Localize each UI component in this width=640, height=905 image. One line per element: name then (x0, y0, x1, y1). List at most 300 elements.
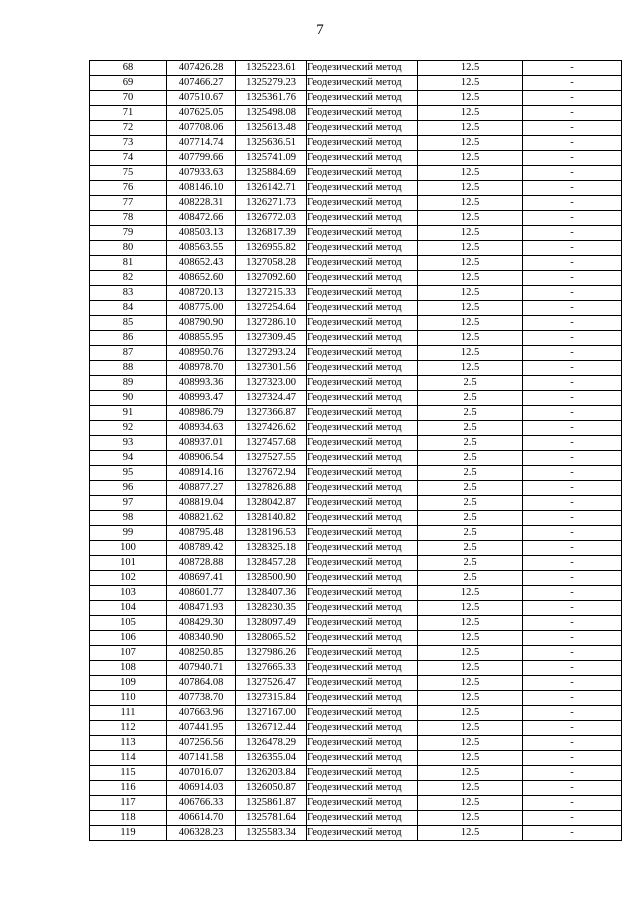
y-coordinate-cell: 1326817.39 (236, 226, 307, 241)
accuracy-cell: 12.5 (418, 736, 523, 751)
note-cell: - (523, 751, 622, 766)
table-row (90, 661, 622, 676)
y-coordinate-cell: 1326271.73 (236, 196, 307, 211)
point-number-cell: 100 (90, 541, 167, 556)
method-cell: Геодезический метод (307, 256, 418, 271)
table-row (90, 286, 622, 301)
point-number-cell: 103 (90, 586, 167, 601)
x-coordinate-cell: 408914.16 (167, 466, 236, 481)
point-number-cell: 88 (90, 361, 167, 376)
point-number-cell: 75 (90, 166, 167, 181)
method-cell: Геодезический метод (307, 541, 418, 556)
table-row (90, 811, 622, 826)
table-row (90, 736, 622, 751)
x-coordinate-cell: 408986.79 (167, 406, 236, 421)
note-cell: - (523, 826, 622, 841)
accuracy-cell: 12.5 (418, 211, 523, 226)
point-number-cell: 71 (90, 106, 167, 121)
accuracy-cell: 12.5 (418, 766, 523, 781)
accuracy-cell: 12.5 (418, 631, 523, 646)
y-coordinate-cell: 1325361.76 (236, 91, 307, 106)
point-number-cell: 107 (90, 646, 167, 661)
table-row (90, 676, 622, 691)
point-number-cell: 89 (90, 376, 167, 391)
method-cell: Геодезический метод (307, 691, 418, 706)
x-coordinate-cell: 407141.58 (167, 751, 236, 766)
method-cell: Геодезический метод (307, 61, 418, 76)
note-cell: - (523, 181, 622, 196)
accuracy-cell: 12.5 (418, 271, 523, 286)
accuracy-cell: 2.5 (418, 496, 523, 511)
accuracy-cell: 12.5 (418, 151, 523, 166)
y-coordinate-cell: 1327526.47 (236, 676, 307, 691)
y-coordinate-cell: 1326203.84 (236, 766, 307, 781)
accuracy-cell: 2.5 (418, 526, 523, 541)
accuracy-cell: 12.5 (418, 346, 523, 361)
point-number-cell: 70 (90, 91, 167, 106)
note-cell: - (523, 406, 622, 421)
point-number-cell: 81 (90, 256, 167, 271)
accuracy-cell: 12.5 (418, 76, 523, 91)
point-number-cell: 78 (90, 211, 167, 226)
table-row (90, 481, 622, 496)
method-cell: Геодезический метод (307, 586, 418, 601)
point-number-cell: 101 (90, 556, 167, 571)
point-number-cell: 116 (90, 781, 167, 796)
method-cell: Геодезический метод (307, 811, 418, 826)
table-row (90, 436, 622, 451)
table-row (90, 616, 622, 631)
note-cell: - (523, 316, 622, 331)
note-cell: - (523, 526, 622, 541)
y-coordinate-cell: 1328065.52 (236, 631, 307, 646)
x-coordinate-cell: 408821.62 (167, 511, 236, 526)
y-coordinate-cell: 1327058.28 (236, 256, 307, 271)
note-cell: - (523, 496, 622, 511)
point-number-cell: 80 (90, 241, 167, 256)
point-number-cell: 77 (90, 196, 167, 211)
y-coordinate-cell: 1326955.82 (236, 241, 307, 256)
method-cell: Геодезический метод (307, 196, 418, 211)
table-row (90, 526, 622, 541)
table-row (90, 706, 622, 721)
point-number-cell: 95 (90, 466, 167, 481)
x-coordinate-cell: 407510.67 (167, 91, 236, 106)
accuracy-cell: 12.5 (418, 241, 523, 256)
point-number-cell: 110 (90, 691, 167, 706)
x-coordinate-cell: 407940.71 (167, 661, 236, 676)
method-cell: Геодезический метод (307, 766, 418, 781)
note-cell: - (523, 331, 622, 346)
accuracy-cell: 12.5 (418, 316, 523, 331)
point-number-cell: 93 (90, 436, 167, 451)
accuracy-cell: 12.5 (418, 676, 523, 691)
point-number-cell: 87 (90, 346, 167, 361)
method-cell: Геодезический метод (307, 106, 418, 121)
table-row (90, 316, 622, 331)
point-number-cell: 74 (90, 151, 167, 166)
method-cell: Геодезический метод (307, 781, 418, 796)
table-row (90, 451, 622, 466)
x-coordinate-cell: 407441.95 (167, 721, 236, 736)
accuracy-cell: 2.5 (418, 556, 523, 571)
point-number-cell: 72 (90, 121, 167, 136)
note-cell: - (523, 226, 622, 241)
y-coordinate-cell: 1327527.55 (236, 451, 307, 466)
y-coordinate-cell: 1325741.09 (236, 151, 307, 166)
y-coordinate-cell: 1325498.08 (236, 106, 307, 121)
table-row (90, 346, 622, 361)
note-cell: - (523, 241, 622, 256)
note-cell: - (523, 781, 622, 796)
accuracy-cell: 12.5 (418, 646, 523, 661)
note-cell: - (523, 91, 622, 106)
method-cell: Геодезический метод (307, 601, 418, 616)
method-cell: Геодезический метод (307, 181, 418, 196)
method-cell: Геодезический метод (307, 226, 418, 241)
method-cell: Геодезический метод (307, 391, 418, 406)
note-cell: - (523, 376, 622, 391)
table-row (90, 271, 622, 286)
y-coordinate-cell: 1325781.64 (236, 811, 307, 826)
table-row (90, 496, 622, 511)
table-row (90, 466, 622, 481)
accuracy-cell: 12.5 (418, 226, 523, 241)
table-row (90, 151, 622, 166)
note-cell: - (523, 796, 622, 811)
table-row (90, 691, 622, 706)
x-coordinate-cell: 407256.56 (167, 736, 236, 751)
note-cell: - (523, 466, 622, 481)
note-cell: - (523, 556, 622, 571)
accuracy-cell: 12.5 (418, 706, 523, 721)
method-cell: Геодезический метод (307, 286, 418, 301)
x-coordinate-cell: 408472.66 (167, 211, 236, 226)
note-cell: - (523, 166, 622, 181)
note-cell: - (523, 61, 622, 76)
table-row (90, 376, 622, 391)
method-cell: Геодезический метод (307, 166, 418, 181)
point-number-cell: 105 (90, 616, 167, 631)
table-row (90, 361, 622, 376)
method-cell: Геодезический метод (307, 751, 418, 766)
note-cell: - (523, 436, 622, 451)
note-cell: - (523, 571, 622, 586)
accuracy-cell: 2.5 (418, 466, 523, 481)
table-row (90, 256, 622, 271)
method-cell: Геодезический метод (307, 616, 418, 631)
method-cell: Геодезический метод (307, 631, 418, 646)
accuracy-cell: 12.5 (418, 601, 523, 616)
method-cell: Геодезический метод (307, 301, 418, 316)
y-coordinate-cell: 1328097.49 (236, 616, 307, 631)
x-coordinate-cell: 408978.70 (167, 361, 236, 376)
table-row (90, 586, 622, 601)
x-coordinate-cell: 408789.42 (167, 541, 236, 556)
point-number-cell: 112 (90, 721, 167, 736)
y-coordinate-cell: 1325861.87 (236, 796, 307, 811)
accuracy-cell: 12.5 (418, 781, 523, 796)
accuracy-cell: 2.5 (418, 421, 523, 436)
table-row (90, 601, 622, 616)
method-cell: Геодезический метод (307, 481, 418, 496)
x-coordinate-cell: 408652.43 (167, 256, 236, 271)
table-row (90, 181, 622, 196)
x-coordinate-cell: 408503.13 (167, 226, 236, 241)
point-number-cell: 115 (90, 766, 167, 781)
accuracy-cell: 2.5 (418, 451, 523, 466)
accuracy-cell: 2.5 (418, 406, 523, 421)
accuracy-cell: 12.5 (418, 361, 523, 376)
note-cell: - (523, 196, 622, 211)
table-row (90, 781, 622, 796)
note-cell: - (523, 421, 622, 436)
method-cell: Геодезический метод (307, 151, 418, 166)
x-coordinate-cell: 407426.28 (167, 61, 236, 76)
note-cell: - (523, 631, 622, 646)
table-row (90, 301, 622, 316)
y-coordinate-cell: 1327167.00 (236, 706, 307, 721)
y-coordinate-cell: 1326050.87 (236, 781, 307, 796)
point-number-cell: 99 (90, 526, 167, 541)
x-coordinate-cell: 408775.00 (167, 301, 236, 316)
method-cell: Геодезический метод (307, 211, 418, 226)
point-number-cell: 79 (90, 226, 167, 241)
y-coordinate-cell: 1328407.36 (236, 586, 307, 601)
method-cell: Геодезический метод (307, 316, 418, 331)
note-cell: - (523, 106, 622, 121)
method-cell: Геодезический метод (307, 796, 418, 811)
table-row (90, 571, 622, 586)
method-cell: Геодезический метод (307, 526, 418, 541)
y-coordinate-cell: 1328500.90 (236, 571, 307, 586)
method-cell: Геодезический метод (307, 436, 418, 451)
table-row (90, 751, 622, 766)
x-coordinate-cell: 408720.13 (167, 286, 236, 301)
accuracy-cell: 12.5 (418, 196, 523, 211)
accuracy-cell: 12.5 (418, 181, 523, 196)
note-cell: - (523, 361, 622, 376)
method-cell: Геодезический метод (307, 91, 418, 106)
note-cell: - (523, 811, 622, 826)
y-coordinate-cell: 1327665.33 (236, 661, 307, 676)
x-coordinate-cell: 408697.41 (167, 571, 236, 586)
y-coordinate-cell: 1326355.04 (236, 751, 307, 766)
note-cell: - (523, 646, 622, 661)
y-coordinate-cell: 1328457.28 (236, 556, 307, 571)
accuracy-cell: 12.5 (418, 121, 523, 136)
x-coordinate-cell: 408250.85 (167, 646, 236, 661)
accuracy-cell: 2.5 (418, 376, 523, 391)
point-number-cell: 82 (90, 271, 167, 286)
y-coordinate-cell: 1327323.00 (236, 376, 307, 391)
table-row (90, 391, 622, 406)
table-row (90, 121, 622, 136)
method-cell: Геодезический метод (307, 346, 418, 361)
note-cell: - (523, 676, 622, 691)
accuracy-cell: 12.5 (418, 616, 523, 631)
point-number-cell: 94 (90, 451, 167, 466)
x-coordinate-cell: 407663.96 (167, 706, 236, 721)
point-number-cell: 92 (90, 421, 167, 436)
accuracy-cell: 12.5 (418, 91, 523, 106)
table-row (90, 136, 622, 151)
method-cell: Геодезический метод (307, 451, 418, 466)
note-cell: - (523, 301, 622, 316)
point-number-cell: 91 (90, 406, 167, 421)
point-number-cell: 102 (90, 571, 167, 586)
point-number-cell: 68 (90, 61, 167, 76)
y-coordinate-cell: 1327457.68 (236, 436, 307, 451)
x-coordinate-cell: 406766.33 (167, 796, 236, 811)
note-cell: - (523, 706, 622, 721)
point-number-cell: 106 (90, 631, 167, 646)
point-number-cell: 108 (90, 661, 167, 676)
method-cell: Геодезический метод (307, 646, 418, 661)
y-coordinate-cell: 1325583.34 (236, 826, 307, 841)
accuracy-cell: 12.5 (418, 301, 523, 316)
x-coordinate-cell: 408429.30 (167, 616, 236, 631)
y-coordinate-cell: 1325279.23 (236, 76, 307, 91)
point-number-cell: 85 (90, 316, 167, 331)
method-cell: Геодезический метод (307, 826, 418, 841)
y-coordinate-cell: 1327315.84 (236, 691, 307, 706)
note-cell: - (523, 601, 622, 616)
table-row (90, 541, 622, 556)
point-number-cell: 90 (90, 391, 167, 406)
x-coordinate-cell: 406914.03 (167, 781, 236, 796)
note-cell: - (523, 151, 622, 166)
accuracy-cell: 2.5 (418, 481, 523, 496)
table-row (90, 166, 622, 181)
x-coordinate-cell: 408877.27 (167, 481, 236, 496)
y-coordinate-cell: 1327286.10 (236, 316, 307, 331)
point-number-cell: 109 (90, 676, 167, 691)
point-number-cell: 86 (90, 331, 167, 346)
x-coordinate-cell: 408146.10 (167, 181, 236, 196)
accuracy-cell: 2.5 (418, 391, 523, 406)
method-cell: Геодезический метод (307, 361, 418, 376)
accuracy-cell: 12.5 (418, 136, 523, 151)
x-coordinate-cell: 406614.70 (167, 811, 236, 826)
x-coordinate-cell: 407738.70 (167, 691, 236, 706)
method-cell: Геодезический метод (307, 376, 418, 391)
accuracy-cell: 12.5 (418, 286, 523, 301)
note-cell: - (523, 766, 622, 781)
x-coordinate-cell: 407625.05 (167, 106, 236, 121)
method-cell: Геодезический метод (307, 76, 418, 91)
y-coordinate-cell: 1326478.29 (236, 736, 307, 751)
accuracy-cell: 2.5 (418, 511, 523, 526)
note-cell: - (523, 541, 622, 556)
table-row (90, 61, 622, 76)
table-row (90, 721, 622, 736)
accuracy-cell: 12.5 (418, 796, 523, 811)
point-number-cell: 118 (90, 811, 167, 826)
point-number-cell: 76 (90, 181, 167, 196)
y-coordinate-cell: 1327826.88 (236, 481, 307, 496)
note-cell: - (523, 691, 622, 706)
x-coordinate-cell: 408728.88 (167, 556, 236, 571)
method-cell: Геодезический метод (307, 136, 418, 151)
coordinates-table (89, 60, 622, 841)
method-cell: Геодезический метод (307, 661, 418, 676)
table-row (90, 106, 622, 121)
x-coordinate-cell: 408652.60 (167, 271, 236, 286)
y-coordinate-cell: 1328230.35 (236, 601, 307, 616)
y-coordinate-cell: 1325884.69 (236, 166, 307, 181)
y-coordinate-cell: 1325613.48 (236, 121, 307, 136)
x-coordinate-cell: 406328.23 (167, 826, 236, 841)
x-coordinate-cell: 407466.27 (167, 76, 236, 91)
note-cell: - (523, 391, 622, 406)
y-coordinate-cell: 1327309.45 (236, 331, 307, 346)
note-cell: - (523, 616, 622, 631)
accuracy-cell: 2.5 (418, 436, 523, 451)
accuracy-cell: 2.5 (418, 541, 523, 556)
table-row (90, 766, 622, 781)
x-coordinate-cell: 408340.90 (167, 631, 236, 646)
y-coordinate-cell: 1326772.03 (236, 211, 307, 226)
accuracy-cell: 12.5 (418, 256, 523, 271)
point-number-cell: 98 (90, 511, 167, 526)
x-coordinate-cell: 408795.48 (167, 526, 236, 541)
accuracy-cell: 12.5 (418, 721, 523, 736)
accuracy-cell: 12.5 (418, 661, 523, 676)
accuracy-cell: 12.5 (418, 811, 523, 826)
coordinates-table-body (90, 61, 622, 841)
table-row (90, 211, 622, 226)
note-cell: - (523, 586, 622, 601)
table-row (90, 226, 622, 241)
note-cell: - (523, 256, 622, 271)
method-cell: Геодезический метод (307, 271, 418, 286)
method-cell: Геодезический метод (307, 406, 418, 421)
y-coordinate-cell: 1327293.24 (236, 346, 307, 361)
x-coordinate-cell: 407799.66 (167, 151, 236, 166)
x-coordinate-cell: 407864.08 (167, 676, 236, 691)
table-row (90, 556, 622, 571)
x-coordinate-cell: 408819.04 (167, 496, 236, 511)
note-cell: - (523, 721, 622, 736)
y-coordinate-cell: 1327092.60 (236, 271, 307, 286)
accuracy-cell: 2.5 (418, 571, 523, 586)
note-cell: - (523, 76, 622, 91)
method-cell: Геодезический метод (307, 511, 418, 526)
accuracy-cell: 12.5 (418, 691, 523, 706)
accuracy-cell: 12.5 (418, 751, 523, 766)
table-row (90, 76, 622, 91)
method-cell: Геодезический метод (307, 736, 418, 751)
method-cell: Геодезический метод (307, 571, 418, 586)
x-coordinate-cell: 408471.93 (167, 601, 236, 616)
note-cell: - (523, 286, 622, 301)
x-coordinate-cell: 408601.77 (167, 586, 236, 601)
y-coordinate-cell: 1328140.82 (236, 511, 307, 526)
y-coordinate-cell: 1327426.62 (236, 421, 307, 436)
note-cell: - (523, 271, 622, 286)
method-cell: Геодезический метод (307, 676, 418, 691)
method-cell: Геодезический метод (307, 331, 418, 346)
y-coordinate-cell: 1327366.87 (236, 406, 307, 421)
y-coordinate-cell: 1326712.44 (236, 721, 307, 736)
point-number-cell: 69 (90, 76, 167, 91)
x-coordinate-cell: 407714.74 (167, 136, 236, 151)
y-coordinate-cell: 1325636.51 (236, 136, 307, 151)
table-row (90, 646, 622, 661)
y-coordinate-cell: 1327301.56 (236, 361, 307, 376)
table-row (90, 826, 622, 841)
